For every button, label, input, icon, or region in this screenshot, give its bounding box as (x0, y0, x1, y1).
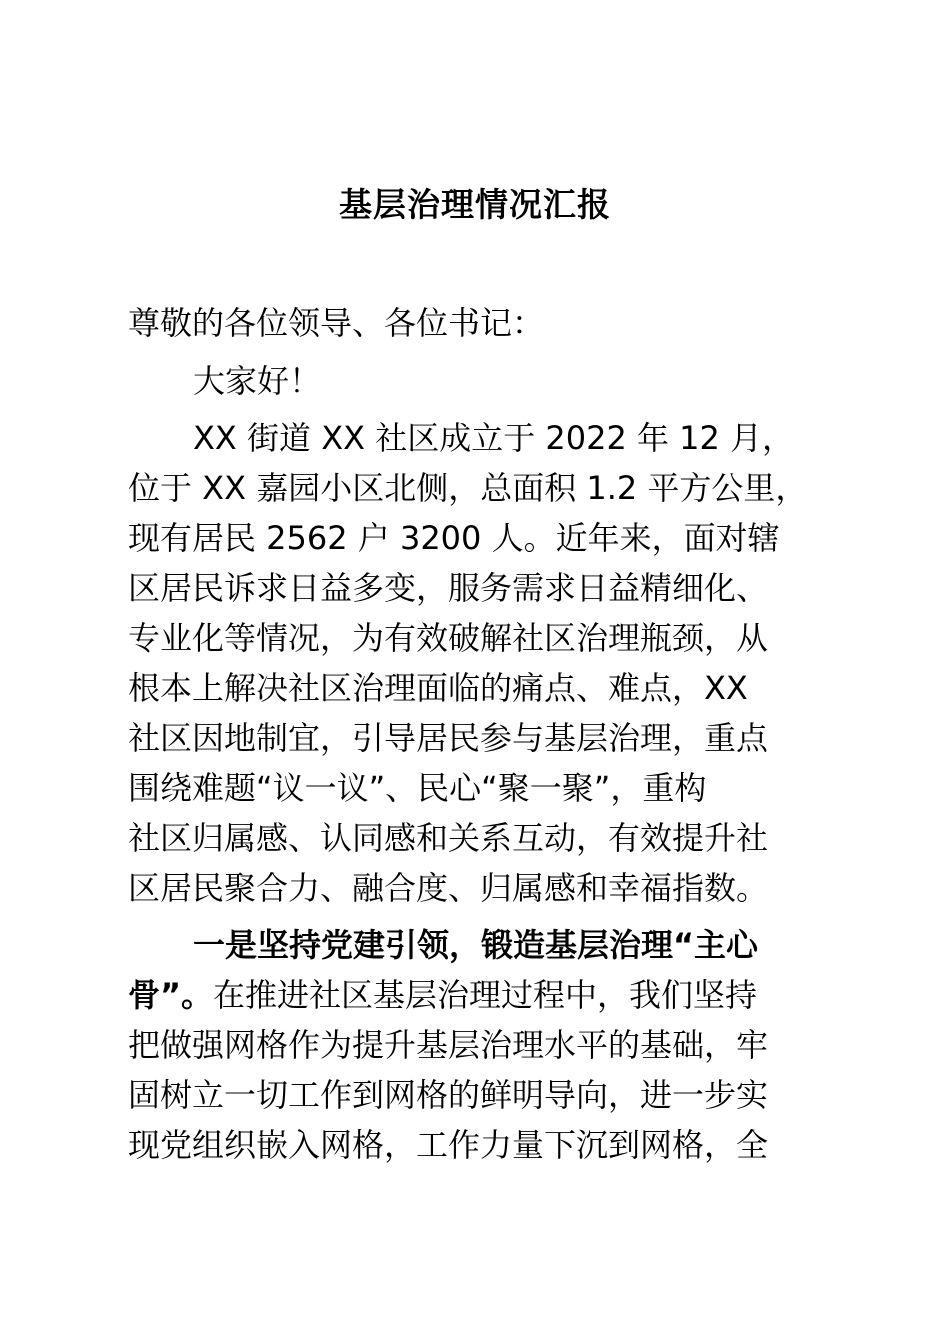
document-title: 基层治理情况汇报 (339, 185, 611, 224)
section-heading: 一是坚持党建引领，锻造基层治理“主心 (193, 926, 759, 964)
paragraph-2-text: 在推进社区基层治理过程中，我们坚持 (213, 976, 758, 1014)
paragraph-2-line: 把做强网格作为提升基层治理水平的基础，牢 (128, 1026, 769, 1064)
paragraph-1-line: 位于 XX 嘉园小区北侧，总面积 1.2 平方公里， (128, 469, 808, 507)
paragraph-2-line: 固树立一切工作到网格的鲜明导向，进一步实 (128, 1076, 769, 1114)
paragraph-1-line: 专业化等情况，为有效破解社区治理瓶颈，从 (128, 619, 769, 657)
paragraph-1-line: 现有居民 2562 户 3200 人。近年来，面对辖 (128, 519, 780, 557)
paragraph-1-line: 围绕难题“议一议”、民心“聚一聚”，重构 (128, 769, 707, 807)
paragraph-1-line: 根本上解决社区治理面临的痛点、难点，XX (128, 669, 748, 707)
paragraph-2-line: 现党组织嵌入网格，工作力量下沉到网格，全 (128, 1126, 769, 1164)
greeting: 大家好！ (193, 362, 322, 400)
paragraph-1-line: 社区归属感、认同感和关系互动，有效提升社 (128, 819, 769, 857)
paragraph-1-line: XX 街道 XX 社区成立于 2022 年 12 月， (193, 419, 795, 457)
paragraph-1-line: 区居民诉求日益多变，服务需求日益精细化、 (128, 569, 769, 607)
paragraph-1-line: 社区因地制宜，引导居民参与基层治理，重点 (128, 719, 769, 757)
section-heading-end: 骨”。 (128, 976, 214, 1014)
paragraph-2-line (128, 970, 757, 1020)
paragraph-1-line: 区居民聚合力、融合度、归属感和幸福指数。 (128, 869, 769, 907)
salutation: 尊敬的各位领导、各位书记： (128, 304, 545, 342)
